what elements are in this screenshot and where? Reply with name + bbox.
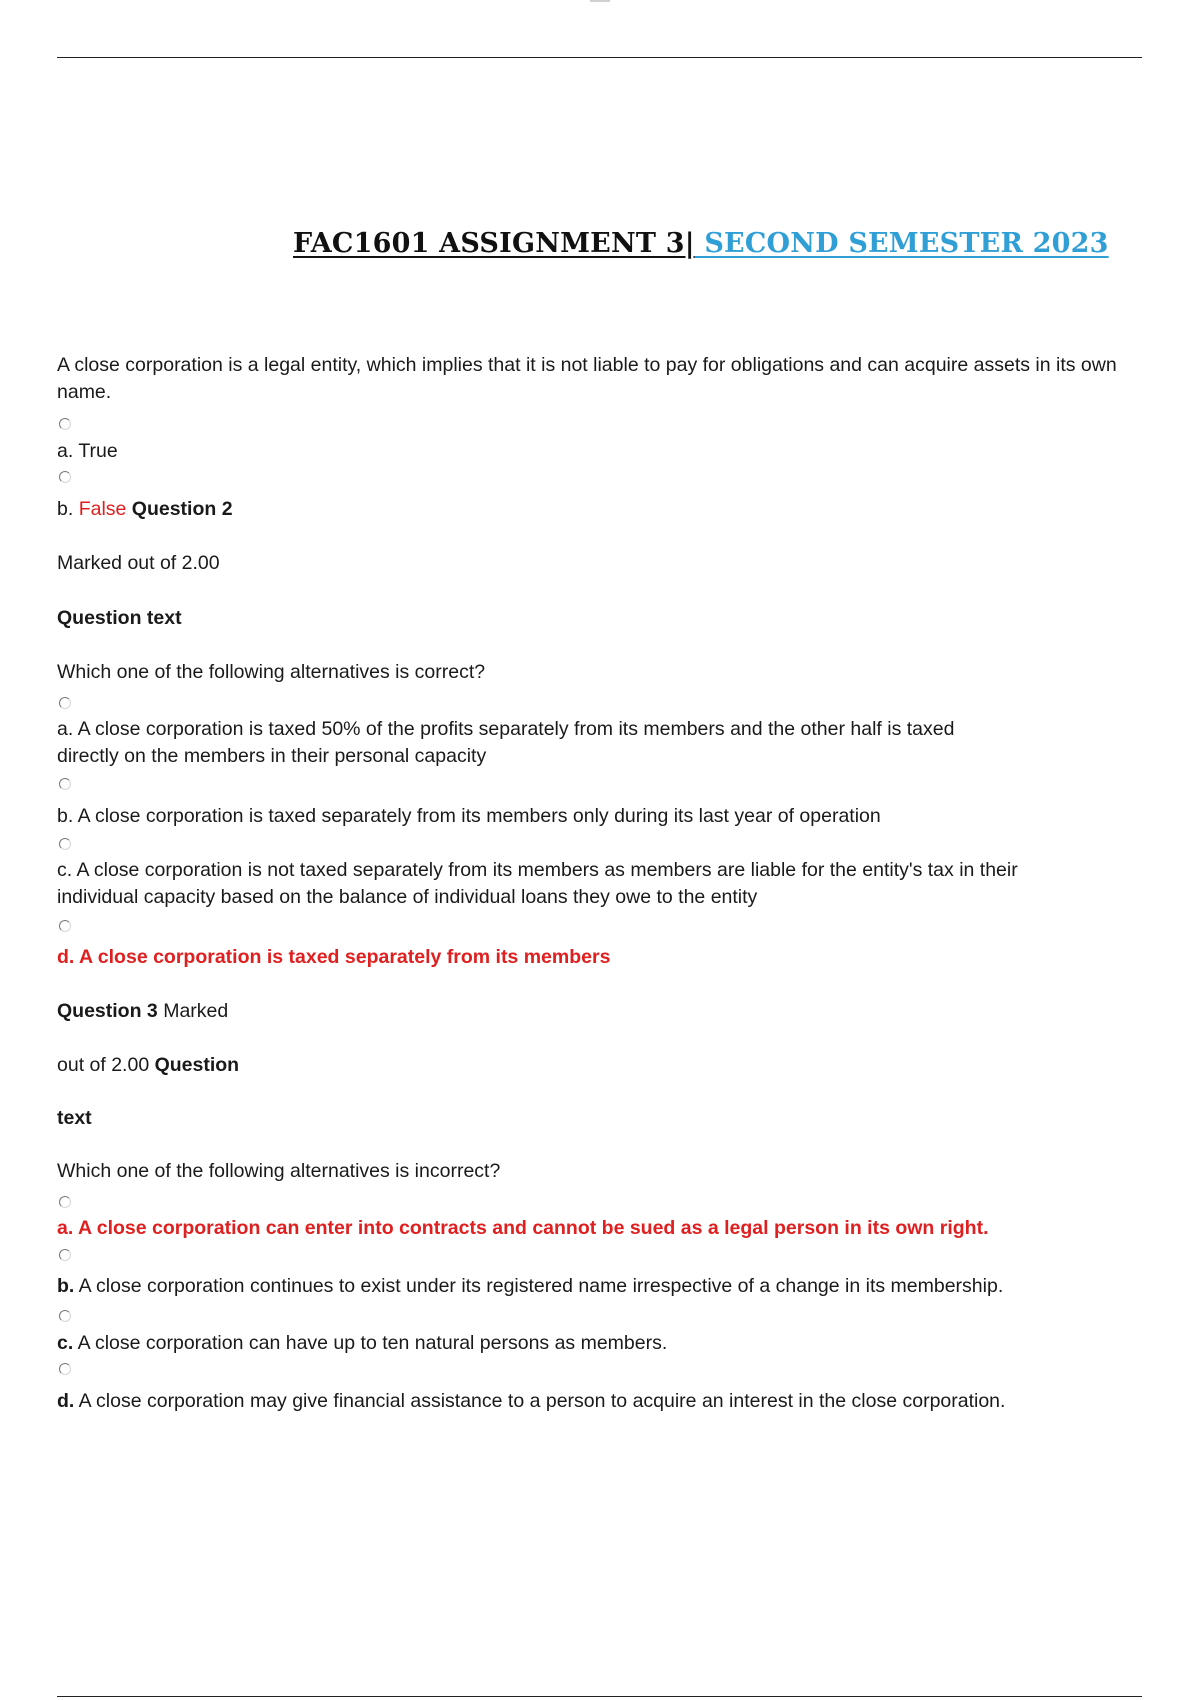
header-rule	[57, 57, 1142, 58]
title-semester: SECOND SEMESTER 2023	[694, 228, 1109, 259]
q3-out-of-text: out of 2.00	[57, 1054, 155, 1076]
q3-option-d-radio[interactable]	[59, 1363, 71, 1375]
q3-option-b-letter: b.	[57, 1275, 75, 1297]
q3-option-a-answer[interactable]: a. A close corporation can enter into contracts and cannot be sued as a legal person in its own right.	[57, 1217, 989, 1239]
q1-option-b-prefix: b.	[57, 498, 79, 520]
q3-option-d[interactable]	[57, 1388, 1142, 1415]
q2-question-text-label: Question text	[57, 607, 182, 629]
question-2-label: Question 2	[126, 498, 233, 520]
footer-rule	[57, 1696, 1142, 1697]
q1-answer-false: False	[78, 498, 127, 520]
q3-marked: Marked	[157, 1000, 229, 1022]
q2-option-c-radio[interactable]	[59, 838, 71, 850]
q3-option-d-letter: d.	[57, 1390, 75, 1412]
document-title	[293, 228, 1109, 259]
q3-option-c-radio[interactable]	[59, 1310, 71, 1322]
q2-option-a[interactable]: a. A close corporation is taxed 50% of the profits separately from its members and the other half is taxed directly on the members in their personal capacity	[57, 718, 955, 767]
q1-option-a[interactable]: a. True	[57, 440, 118, 462]
q3-option-c[interactable]	[57, 1330, 1142, 1357]
q3-header	[57, 998, 1142, 1025]
q3-option-b[interactable]	[57, 1273, 1142, 1300]
q1-option-a-radio[interactable]	[59, 418, 71, 430]
q2-option-a-radio[interactable]	[59, 697, 71, 709]
q3-option-a-radio[interactable]	[59, 1196, 71, 1208]
q2-text: Which one of the following alternatives is correct?	[57, 661, 486, 683]
q2-option-b[interactable]: b. A close corporation is taxed separately from its members only during its last year of operation	[57, 805, 881, 827]
page-top-mark	[590, 0, 610, 2]
q2-option-d-radio[interactable]	[59, 920, 71, 932]
q2-option-b-radio[interactable]	[59, 778, 71, 790]
q2-option-d-correct[interactable]: d. A close corporation is taxed separately from its members	[57, 946, 611, 968]
q3-option-b-radio[interactable]	[59, 1249, 71, 1261]
q2-option-c[interactable]: c. A close corporation is not taxed separately from its members as members are liable for the entity's tax in their individual capacity based on the balance of individual loans they owe to the entity	[57, 859, 1018, 908]
q3-option-c-text: A close corporation can have up to ten natural persons as members.	[73, 1332, 668, 1354]
q1-option-b-radio[interactable]	[59, 471, 71, 483]
q3-option-d-text: A close corporation may give financial assistance to a person to acquire an interest in the close corporation.	[74, 1390, 1006, 1412]
q3-option-c-letter: c.	[57, 1332, 74, 1354]
q3-option-b-text: A close corporation continues to exist under its registered name irrespective of a change in its membership.	[74, 1275, 1004, 1297]
q2-marked: Marked out of 2.00	[57, 552, 220, 574]
q3-question-word: Question	[154, 1054, 240, 1076]
title-course: FAC1601 ASSIGNMENT 3|	[293, 228, 695, 259]
q3-text: Which one of the following alternatives is incorrect?	[57, 1160, 501, 1182]
q3-text-word: text	[57, 1107, 92, 1129]
q3-out-of	[57, 1052, 1142, 1079]
q1-option-b[interactable]	[57, 496, 1142, 523]
q1-text: A close corporation is a legal entity, which implies that it is not liable to pay for obligations and can acquire assets in its own name.	[57, 354, 1117, 403]
question-3-label: Question 3	[57, 1000, 158, 1022]
